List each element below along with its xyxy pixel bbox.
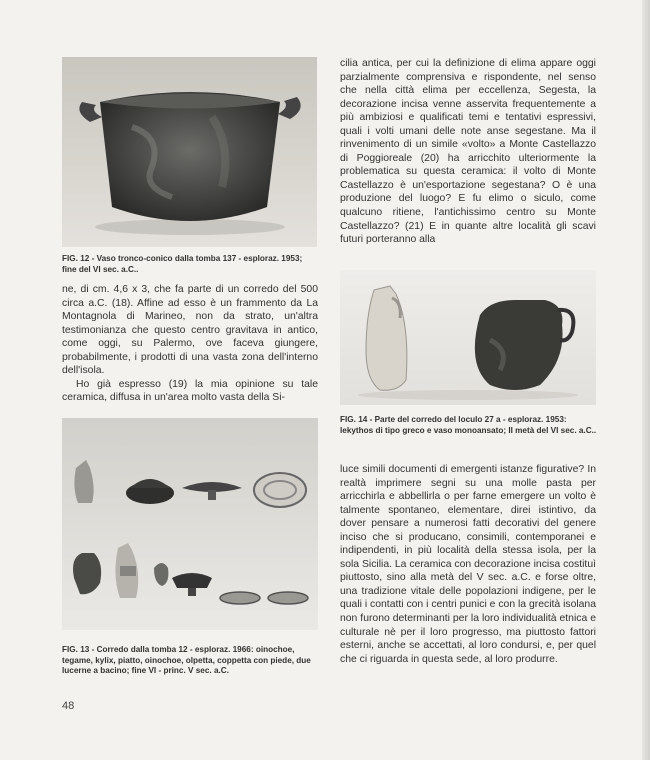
figure-13-photo	[62, 418, 318, 630]
page-number: 48	[62, 700, 75, 712]
right-column-top-text	[340, 57, 596, 247]
paragraph: cilia antica, per cui la definizione di elima appare oggi parzialmente comprensiva e rispondente, nel senso che nella città elima per eccellenza, Segesta, la decorazione incisa venne asservita frequentemente a più ambiziosi e qualificati temi e tentativi espressivi, quali i volti umani delle note anse segestane. Ma il rinvenimento di un simile «volto» a Monte Castellazzo di Poggioreale (20) ha arricchito ulteriormente la problematica su questa ceramica: il volto di Monte Castellazzo è un'esportazione segestana? O è una produzione del luogo? E fu elimo o siculo, come qualcuno ritiene, l'antichissimo centro su Monte Castellazzo? (21) E in quante altre località gli scavi futuri porteranno alla	[340, 58, 596, 246]
paragraph: luce simili documenti di emergenti istanze figurative? In realtà imprimere segni su una molle pasta per arricchirla e abbellirla o per farne emergere un volto è talmente spontaneo, elementare, direi istintivo, da dover pensare a numerosi fatti decorativi del genere inciso che si producano, consimili, contemporanei e indipendenti, in più località della stessa isola, per la sola Sicilia. La ceramica con decorazione incisa costituì piuttosto, sino alla metà del V sec. a.C. e forse oltre, una tradizione vitale delle popolazioni indigene, per le quali i contatti con i centri punici e con la grecità isolana non furono determinanti per la loro individualità etnica e culturale nè per il loro progresso, ma piuttosto fattori esterni, anche se accettati, al loro condursi, e, per quel che ci riguarda in questa sede, al loro produrre.	[340, 464, 596, 665]
paragraph: ne, di cm. 4,6 x 3, che fa parte di un corredo del 500 circa a.C. (18). Affine ad esso è un frammento da La Montagnola di Marineo, non da strato, un'altra testimonianza che questo centro gravitava in antico, come oggi, su Palermo, ove faceva giungere, probabilmente, i prodotti di una vasta zona dell'interno dell'isola.	[62, 284, 318, 377]
figure-14-caption: FIG. 14 - Parte del corredo del loculo 27 a - esploraz. 1953: lekythos di tipo greco e vaso monoansato; II metà del VI sec. a.C..	[340, 415, 597, 435]
left-column-text	[62, 283, 318, 405]
figure-12-caption: FIG. 12 - Vaso tronco-conico dalla tomba 137 - esploraz. 1953; fine del VI sec. a.C..	[62, 254, 303, 274]
paragraph: Ho già espresso (19) la mia opinione su tale ceramica, diffusa in un'area molto vasta della Si-	[62, 378, 318, 404]
figure-14-photo	[340, 270, 596, 405]
page-edge	[642, 0, 650, 760]
right-column-bottom-text	[340, 463, 596, 666]
figure-12-photo	[62, 57, 317, 247]
figure-13-caption: FIG. 13 - Corredo dalla tomba 12 - esploraz. 1966: oinochoe, tegame, kylix, piatto, oinochoe, olpetta, coppetta con piede, due lucerne a bacino; fine VI - princ. V sec. a.C.	[62, 645, 311, 675]
